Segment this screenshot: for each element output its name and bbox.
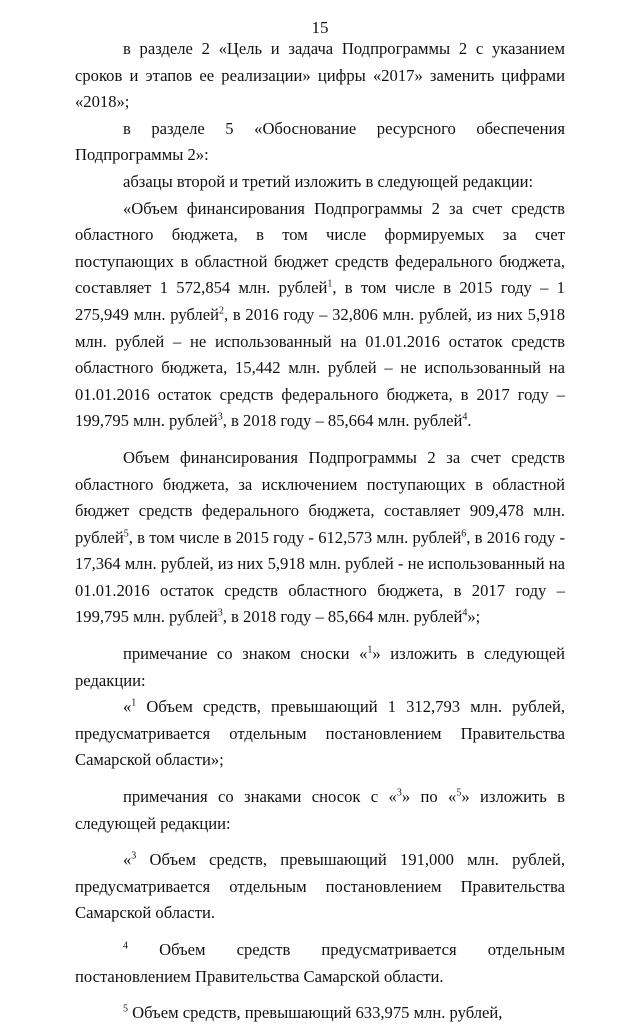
document-body: [75, 36, 565, 1027]
footnote-marker: 3: [217, 607, 223, 619]
paragraph: [75, 116, 565, 169]
paragraph-text: , в 2018 году – 85,664 млн. рублей: [222, 411, 463, 431]
paragraph-text: » изложить в следующей редакции:: [75, 787, 565, 833]
footnote-marker: 4: [462, 411, 468, 423]
paragraph-text: Объем финансирования Подпрограммы 2 за счет средств областного бюджета, за исключением поступающих в областной бюджет средств федерального бюджета, составляет 909,478 млн. рублей: [75, 447, 565, 547]
paragraph-text: » изложить в следующей редакции:: [75, 644, 565, 690]
paragraph-text: «: [123, 697, 132, 717]
paragraph-text: примечания со знаками сносок с «: [123, 787, 397, 807]
footnote-marker: 6: [461, 528, 467, 540]
paragraph: [75, 169, 565, 196]
paragraph-text: в разделе 2 «Цель и задача Подпрограммы 2 с указанием сроков и этапов ее реализации» цифры «2017» заменить цифрами «2018»;: [75, 39, 565, 112]
paragraph-text: , в 2018 году – 85,664 млн. рублей: [222, 607, 463, 627]
footnote-marker: 2: [218, 305, 224, 317]
paragraph-text: Объем средств предусматривается отдельным постановлением Правительства Самарской области.: [75, 940, 565, 986]
paragraph-text: , в том числе в 2015 году – 1 275,949 млн. рублей: [75, 278, 565, 324]
paragraph-text: Объем средств, превышающий 1 312,793 млн. рублей, предусматривается отдельным постановлением Правительства Самарской области»;: [75, 697, 565, 770]
paragraph: [75, 847, 565, 927]
paragraph-text: в разделе 5 «Обоснование ресурсного обеспечения Подпрограммы 2»:: [75, 118, 565, 165]
paragraph: [75, 937, 565, 990]
paragraph: [75, 196, 565, 435]
paragraph: [75, 1000, 565, 1027]
footnote-marker: 1: [367, 644, 373, 656]
paragraph-text: «: [123, 850, 132, 870]
footnote-marker: 3: [217, 411, 223, 423]
paragraph: [75, 784, 565, 837]
paragraph-text: примечание со знаком сноски «: [123, 644, 368, 664]
paragraph: [75, 694, 565, 774]
page-number: 15: [311, 18, 329, 37]
paragraph-text: »;: [467, 607, 481, 627]
paragraph: [75, 36, 565, 116]
paragraph-text: , в 2016 году – 32,806 млн. рублей, из них 5,918 млн. рублей – не использованный на 01.01.2016 остаток средств областного бюджета, 15,442 млн. рублей – не использованный на 01.01.2016 остаток средств федерального бюджета, в 2017 году – 199,795 млн. рублей: [75, 304, 565, 431]
paragraph-text: » по «: [401, 787, 457, 807]
paragraph-text: , в 2016 году - 17,364 млн. рублей, из них 5,918 млн. рублей - не использованный на 01.01.2016 остаток средств областного бюджета, в 2017 году – 199,795 млн. рублей: [75, 527, 565, 627]
paragraph-text: абзацы второй и третий изложить в следующей редакции:: [123, 171, 534, 191]
footnote-marker: 1: [131, 697, 137, 709]
footnote-marker: 5: [123, 528, 129, 540]
paragraph-text: Объем средств, превышающий 633,975 млн. рублей,: [128, 1003, 503, 1023]
paragraph-text: .: [467, 411, 472, 431]
footnote-marker: 4: [462, 607, 468, 619]
paragraph-text: , в том числе в 2015 году - 612,573 млн. рублей: [128, 527, 462, 547]
footnote-marker: 3: [396, 787, 402, 799]
footnote-marker: 3: [131, 850, 137, 862]
footnote-marker: 5: [456, 787, 462, 799]
paragraph: [75, 641, 565, 694]
footnote-marker: 1: [327, 278, 333, 290]
footnote-marker: 5: [123, 1003, 128, 1015]
paragraph-text: Объем средств, превышающий 191,000 млн. рублей, предусматривается отдельным постановлением Правительства Самарской области.: [75, 850, 565, 923]
footnote-marker: 4: [123, 940, 128, 952]
paragraph-text: «Объем финансирования Подпрограммы 2 за счет средств областного бюджета, в том числе формируемых за счет поступающих в областной бюджет средств федерального бюджета, составляет 1 572,854 млн. рублей: [75, 198, 565, 298]
paragraph: [75, 445, 565, 631]
